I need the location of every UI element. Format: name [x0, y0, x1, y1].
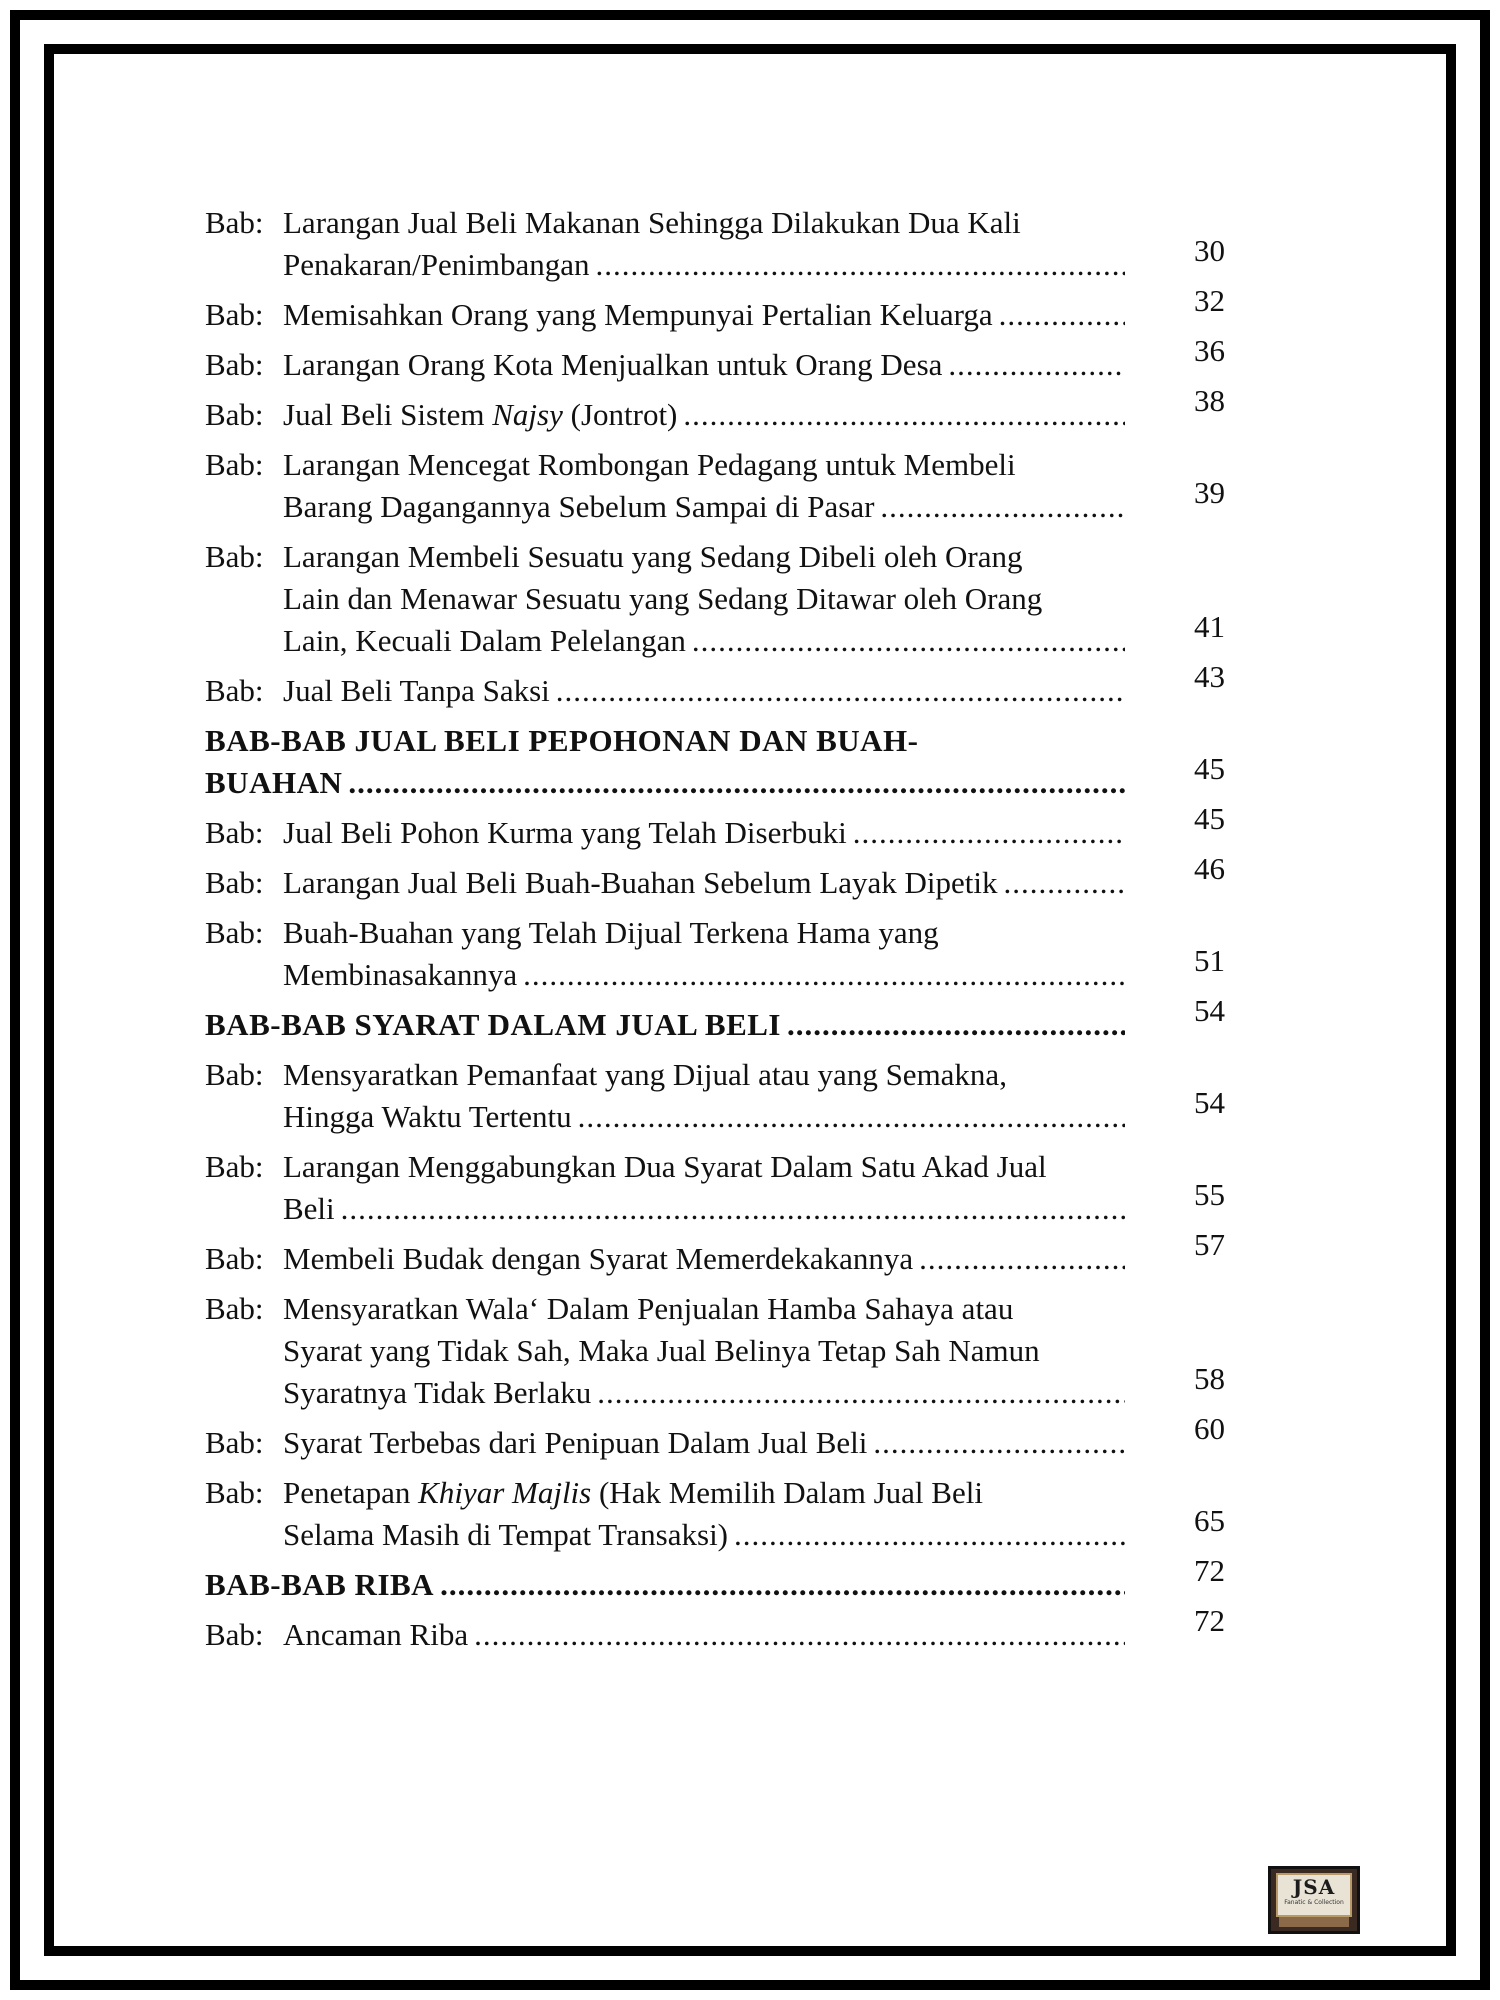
toc-page-number: 43	[1194, 659, 1225, 694]
dot-leader	[734, 1514, 1125, 1556]
toc-entry-title	[283, 1054, 1125, 1138]
toc-entry-title-last-line	[283, 954, 1125, 996]
logo-screen	[1276, 1873, 1352, 1917]
toc-entry	[205, 283, 1225, 336]
toc-entry-prefix: Bab:	[205, 673, 264, 708]
toc-entry-title-last-line	[283, 344, 1125, 386]
toc-entry	[205, 1411, 1225, 1464]
toc-entry-title-line: Larangan Jual Beli Makanan Sehingga Dilakukan Dua Kali	[283, 205, 1021, 240]
toc-page-number: 58	[1194, 1361, 1225, 1396]
dot-leader	[597, 1372, 1125, 1414]
toc-page-number: 45	[1194, 801, 1225, 836]
toc-entry	[205, 912, 1225, 996]
toc-page-number: 57	[1194, 1227, 1225, 1262]
toc-entry-title-text: Membinasakannya	[283, 957, 518, 992]
toc-page-number: 65	[1194, 1503, 1225, 1538]
toc-entry	[205, 801, 1225, 854]
toc-entry-title-line: BAB-BAB JUAL BELI PEPOHONAN DAN BUAH-	[205, 723, 919, 758]
toc-page-number: 54	[1194, 1085, 1225, 1120]
toc-entry-title-last-line	[283, 620, 1125, 662]
toc-entry-prefix: Bab:	[205, 447, 264, 482]
toc-page-number: 45	[1194, 751, 1225, 786]
toc-entry	[205, 444, 1225, 528]
toc-entry-title-text: BAB-BAB SYARAT DALAM JUAL BELI	[205, 1007, 781, 1042]
toc-entry-prefix: Bab:	[205, 539, 264, 574]
toc-page-number: 39	[1194, 475, 1225, 510]
toc-entry-title	[283, 1422, 1125, 1464]
toc-entry-title-last-line	[283, 1514, 1125, 1556]
toc-entry-title-last-line	[205, 762, 1125, 804]
toc-entry	[205, 1472, 1225, 1556]
toc-page-number: 54	[1194, 993, 1225, 1028]
toc-entry	[205, 536, 1225, 662]
toc-entry	[205, 383, 1225, 436]
dot-leader	[683, 394, 1125, 436]
toc-entry-prefix: Bab:	[205, 815, 264, 850]
toc-entry-prefix: Bab:	[205, 397, 264, 432]
toc-entry-title-text: Membeli Budak dengan Syarat Memerdekakannya	[283, 1241, 914, 1276]
toc-entry-title-text: Jual Beli Tanpa Saksi	[283, 673, 550, 708]
dot-leader	[556, 670, 1125, 712]
toc-entry-prefix: Bab:	[205, 1425, 264, 1460]
toc-page-number: 55	[1194, 1177, 1225, 1212]
toc-section-heading	[205, 720, 1225, 804]
toc-entry-title	[205, 1004, 1125, 1046]
toc-entry-title-text: Barang Dagangannya Sebelum Sampai di Pasar	[283, 489, 875, 524]
toc-entry-title	[205, 720, 1125, 804]
toc-entry-title-last-line	[283, 812, 1125, 854]
toc-entry-title-last-line	[283, 294, 1125, 336]
toc-entry-title-text: Larangan Orang Kota Menjualkan untuk Orang Desa	[283, 347, 943, 382]
toc-entry-title	[283, 862, 1125, 904]
toc-page-number: 51	[1194, 943, 1225, 978]
toc-entry-title-last-line	[283, 862, 1125, 904]
toc-entry-prefix: Bab:	[205, 915, 264, 950]
dot-leader	[880, 486, 1125, 528]
toc-entry-title-text: Jual Beli Sistem Najsy (Jontrot)	[283, 397, 678, 432]
toc-section-heading	[205, 993, 1225, 1046]
toc-entry-title-text: Hingga Waktu Tertentu	[283, 1099, 572, 1134]
toc-entry-title-line: Larangan Mencegat Rombongan Pedagang untuk Membeli	[283, 447, 1016, 482]
toc-entry-title	[283, 444, 1125, 528]
toc-entry-prefix: Bab:	[205, 865, 264, 900]
toc-entry-title-text: Jual Beli Pohon Kurma yang Telah Diserbuki	[283, 815, 847, 850]
toc-entry	[205, 659, 1225, 712]
toc-entry	[205, 851, 1225, 904]
dot-leader	[1004, 862, 1125, 904]
dot-leader	[348, 762, 1125, 804]
toc-entry-title-line: Larangan Membeli Sesuatu yang Sedang Dibeli oleh Orang	[283, 539, 1023, 574]
toc-page-number: 72	[1194, 1553, 1225, 1588]
toc-entry-title-last-line	[283, 1422, 1125, 1464]
dot-leader	[474, 1614, 1125, 1656]
toc-entry-title-line: Larangan Menggabungkan Dua Syarat Dalam Satu Akad Jual	[283, 1149, 1047, 1184]
toc-page-number: 30	[1194, 233, 1225, 268]
toc-entry-title	[205, 1564, 1125, 1606]
toc-entry-prefix: Bab:	[205, 347, 264, 382]
toc-entry-title-last-line	[283, 1238, 1125, 1280]
toc-entry-title	[283, 912, 1125, 996]
toc-entry-title-last-line	[283, 1614, 1125, 1656]
dot-leader	[948, 344, 1125, 386]
toc-entry-prefix: Bab:	[205, 1057, 264, 1092]
toc-entry-title-last-line	[205, 1004, 1125, 1046]
toc-entry-title-last-line	[283, 1188, 1125, 1230]
jsa-logo	[1268, 1866, 1360, 1934]
toc-entry-title-text: Syarat Terbebas dari Penipuan Dalam Jual Beli	[283, 1425, 868, 1460]
toc-entry-title-line: Lain dan Menawar Sesuatu yang Sedang Ditawar oleh Orang	[283, 581, 1043, 616]
toc-entry-prefix: Bab:	[205, 1241, 264, 1276]
toc-entry-title	[283, 1238, 1125, 1280]
toc-entry-prefix: Bab:	[205, 1149, 264, 1184]
toc-entry-title	[283, 670, 1125, 712]
logo-subtitle: Fanatic & Collection	[1284, 1899, 1344, 1906]
toc-entry-title	[283, 202, 1125, 286]
toc-entry-prefix: Bab:	[205, 1475, 264, 1510]
toc-entry-title	[283, 536, 1125, 662]
toc-entry-title-text: Penakaran/Penimbangan	[283, 247, 590, 282]
dot-leader	[341, 1188, 1125, 1230]
toc-entry	[205, 1227, 1225, 1280]
toc-page-number: 60	[1194, 1411, 1225, 1446]
dot-leader	[999, 294, 1125, 336]
dot-leader	[787, 1004, 1125, 1046]
dot-leader	[919, 1238, 1125, 1280]
toc-entry-title-last-line	[205, 1564, 1125, 1606]
toc-entry	[205, 1603, 1225, 1656]
toc-entry-title-line: Buah-Buahan yang Telah Dijual Terkena Hama yang	[283, 915, 939, 950]
logo-base	[1279, 1917, 1349, 1927]
toc-entry-title-text: Selama Masih di Tempat Transaksi)	[283, 1517, 729, 1552]
toc-entry-title-last-line	[283, 394, 1125, 436]
toc-entry-title-last-line	[283, 1372, 1125, 1414]
toc-entry-title-text: Syaratnya Tidak Berlaku	[283, 1375, 592, 1410]
toc-entry-title-text: Beli	[283, 1191, 335, 1226]
toc-page-number: 72	[1194, 1603, 1225, 1638]
toc-entry-title-line: Mensyaratkan Pemanfaat yang Dijual atau yang Semakna,	[283, 1057, 1007, 1092]
toc-entry	[205, 202, 1225, 286]
toc-entry-title-last-line	[283, 1096, 1125, 1138]
dot-leader	[853, 812, 1125, 854]
toc-page-number: 38	[1194, 383, 1225, 418]
toc-entry-title-line: Syarat yang Tidak Sah, Maka Jual Belinya Tetap Sah Namun	[283, 1333, 1040, 1368]
toc-entry-title	[283, 1146, 1125, 1230]
toc-entry-title-text: Lain, Kecuali Dalam Pelelangan	[283, 623, 686, 658]
toc-entry-title	[283, 394, 1125, 436]
toc-page-number: 32	[1194, 283, 1225, 318]
toc-entry-title-line: Penetapan Khiyar Majlis (Hak Memilih Dalam Jual Beli	[283, 1475, 983, 1510]
toc-entry-title-text: Memisahkan Orang yang Mempunyai Pertalian Keluarga	[283, 297, 993, 332]
toc-entry	[205, 1054, 1225, 1138]
toc-page-number: 36	[1194, 333, 1225, 368]
toc-entry-title-last-line	[283, 670, 1125, 712]
toc-entry-title	[283, 294, 1125, 336]
dot-leader	[440, 1564, 1125, 1606]
toc-entry-title	[283, 1472, 1125, 1556]
toc-section-heading	[205, 1553, 1225, 1606]
toc-entry-title	[283, 1288, 1125, 1414]
dot-leader	[595, 244, 1125, 286]
dot-leader	[578, 1096, 1125, 1138]
toc-entry-title-text: Ancaman Riba	[283, 1617, 469, 1652]
dot-leader	[523, 954, 1125, 996]
toc-entry	[205, 333, 1225, 386]
toc-page-number: 46	[1194, 851, 1225, 886]
toc-entry-title-last-line	[283, 244, 1125, 286]
toc-entry-prefix: Bab:	[205, 297, 264, 332]
toc-entry-title-last-line	[283, 486, 1125, 528]
toc-entry-prefix: Bab:	[205, 1617, 264, 1652]
toc-page-number: 41	[1194, 609, 1225, 644]
dot-leader	[873, 1422, 1125, 1464]
toc-entry-prefix: Bab:	[205, 205, 264, 240]
dot-leader	[692, 620, 1125, 662]
toc-entry-title-text: BAB-BAB RIBA	[205, 1567, 435, 1602]
table-of-contents	[205, 202, 1225, 1664]
toc-entry-title	[283, 344, 1125, 386]
toc-entry	[205, 1288, 1225, 1414]
toc-entry-prefix: Bab:	[205, 1291, 264, 1326]
toc-entry-title	[283, 812, 1125, 854]
toc-entry-title-line: Mensyaratkan Wala‘ Dalam Penjualan Hamba Sahaya atau	[283, 1291, 1014, 1326]
toc-entry-title	[283, 1614, 1125, 1656]
toc-entry-title-text: Larangan Jual Beli Buah-Buahan Sebelum Layak Dipetik	[283, 865, 998, 900]
toc-entry-title-text: BUAHAN	[205, 765, 343, 800]
toc-entry	[205, 1146, 1225, 1230]
logo-text: JSA	[1292, 1875, 1336, 1899]
